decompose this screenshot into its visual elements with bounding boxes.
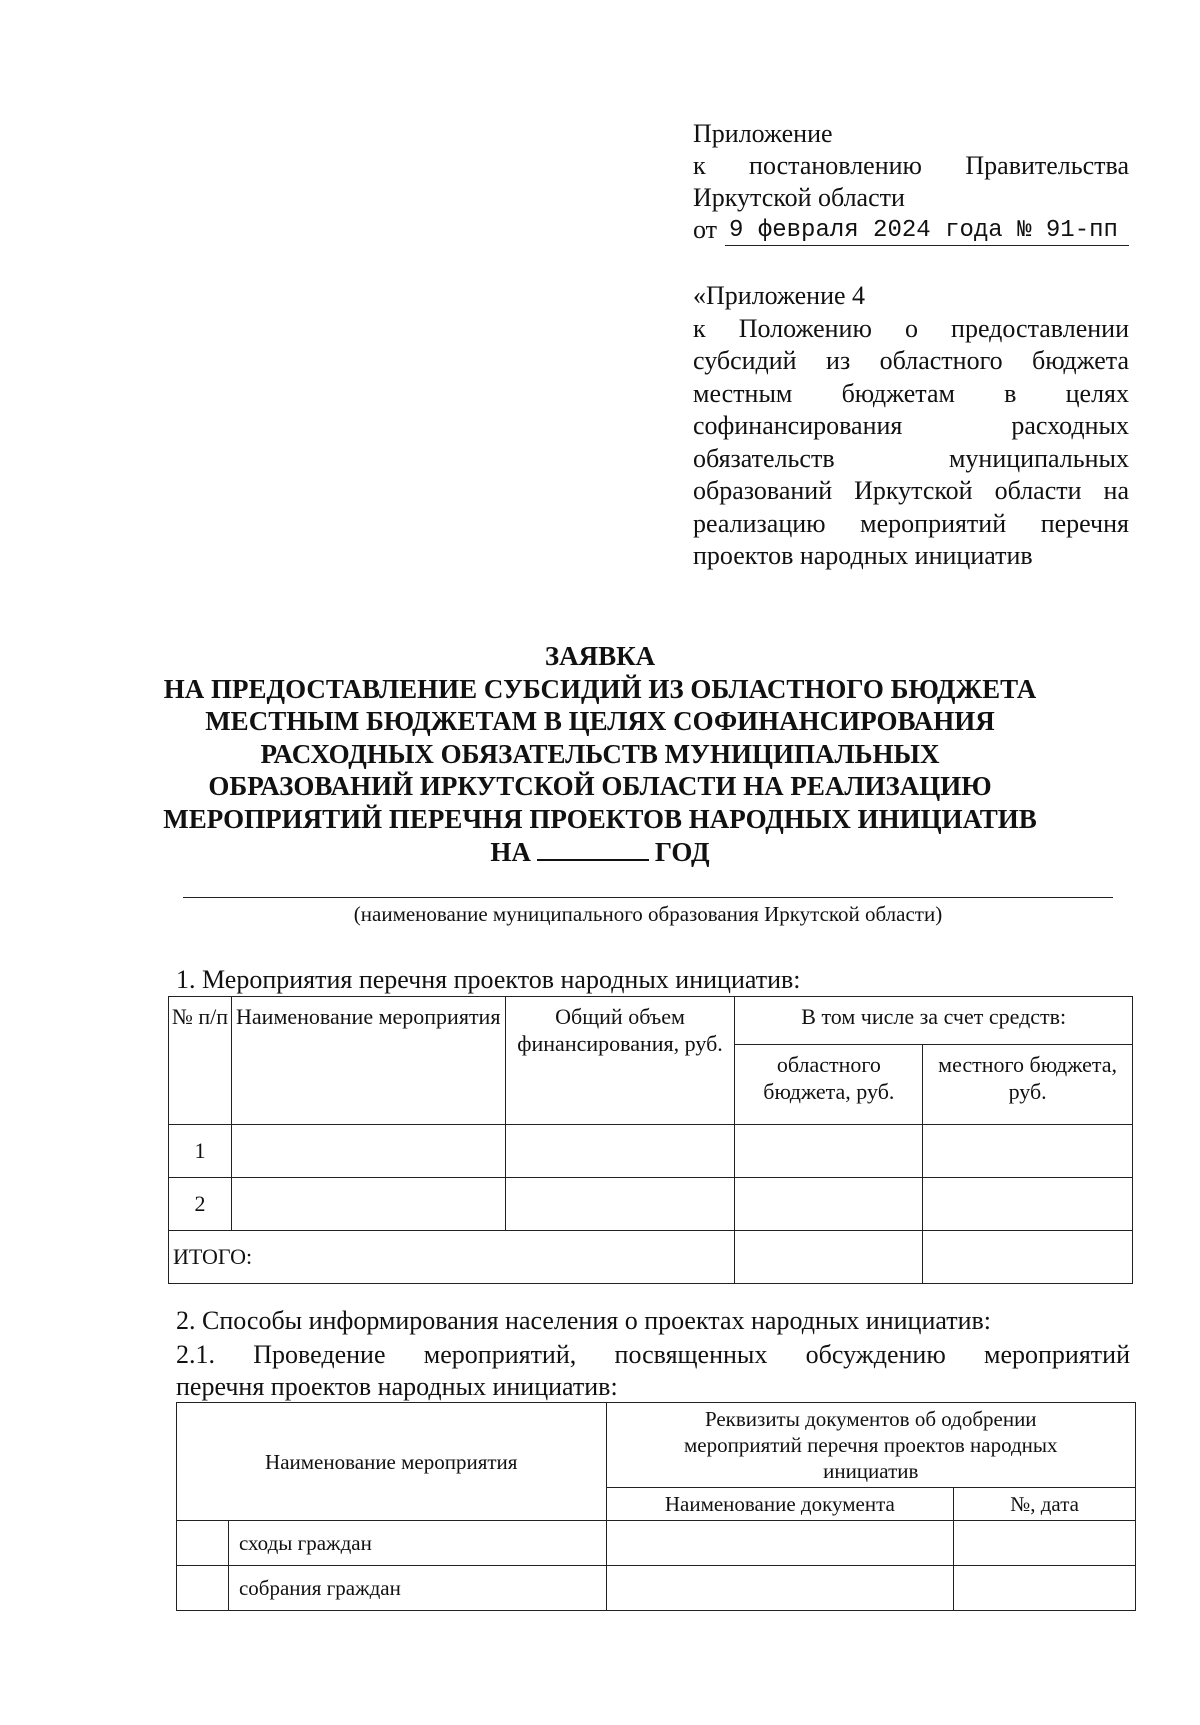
appendix-title: Приложение (693, 119, 833, 148)
section-2-heading: 2. Способы информирования населения о проектах народных инициатив: (176, 1306, 992, 1335)
appendix-reference-block (693, 280, 1129, 573)
year-blank (537, 835, 649, 861)
table-row (177, 1521, 1136, 1566)
appendix-date-line (693, 214, 1129, 246)
appendix-ref-line: софинансирования расходных (693, 411, 1129, 440)
appendix-line-2: к постановлению Правительства (693, 151, 1129, 180)
doc-name-header: Наименование документа (606, 1488, 954, 1521)
title-line: ОБРАЗОВАНИЙ ИРКУТСКОЙ ОБЛАСТИ НА РЕАЛИЗАЦИЮ (208, 771, 992, 801)
cell (606, 1566, 954, 1611)
row-num: 1 (169, 1125, 232, 1178)
table-total-row (169, 1231, 1133, 1284)
cell (923, 1231, 1133, 1284)
section-2-1-heading: 2.1. Проведение мероприятий, посвященных обсуждению мероприятий (176, 1340, 1130, 1369)
col-num-header: № п/п (169, 997, 232, 1125)
document-title (150, 640, 1050, 869)
title-line: ЗАЯВКА (544, 641, 656, 671)
event-name-header: Наименование мероприятия (177, 1403, 607, 1521)
appendix-ref-line: обязательств муниципальных (693, 443, 1129, 473)
appendix-ref-last-line: проектов народных инициатив (693, 541, 1033, 570)
section-2-1-heading-cont: перечня проектов народных инициатив: (176, 1372, 618, 1401)
cell (735, 1125, 923, 1178)
section-1-heading: 1. Мероприятия перечня проектов народных инициатив: (176, 965, 801, 994)
col-incl-header: В том числе за счет средств: (735, 997, 1133, 1045)
appendix-ref-line: местным бюджетам в целях (693, 378, 1129, 408)
cell (923, 1178, 1133, 1231)
appendix-ref-line: субсидий из областного бюджета (693, 346, 1129, 375)
appendix-ref-line: реализацию мероприятий перечня (693, 508, 1129, 538)
year-suffix: ГОД (654, 837, 710, 867)
title-line: НА ПРЕДОСТАВЛЕНИЕ СУБСИДИЙ ИЗ ОБЛАСТНОГО БЮДЖЕТА (163, 673, 1037, 704)
cell (177, 1566, 229, 1611)
appendix-line-3: Иркутской области (693, 183, 905, 212)
discussion-events-table (176, 1402, 1136, 1611)
appendix-ref-title: «Приложение 4 (693, 281, 866, 310)
cell (505, 1178, 735, 1231)
cell (735, 1178, 923, 1231)
col-regional-header: областного бюджета, руб. (735, 1045, 923, 1125)
cell (606, 1521, 954, 1566)
col-total-header: Общий объем финансирования, руб. (505, 997, 735, 1125)
municipality-caption: (наименование муниципального образования Иркутской области) (353, 902, 943, 926)
table-row (177, 1566, 1136, 1611)
title-line: РАСХОДНЫХ ОБЯЗАТЕЛЬСТВ МУНИЦИПАЛЬНЫХ (260, 738, 940, 769)
municipality-name-line (183, 897, 1113, 898)
title-line: МЕРОПРИЯТИЙ ПЕРЕЧНЯ ПРОЕКТОВ НАРОДНЫХ ИНИЦИАТИВ (163, 803, 1037, 834)
doc-num-header: №, дата (954, 1488, 1136, 1521)
title-year-line (150, 835, 1050, 869)
appendix-block (693, 118, 1129, 246)
event-name-cell: сходы граждан (228, 1521, 606, 1566)
col-local-header: местного бюджета, руб. (923, 1045, 1133, 1125)
cell (923, 1125, 1133, 1178)
cell (231, 1178, 505, 1231)
table-row (169, 1125, 1133, 1178)
date-value: 9 февраля 2024 года № 91-пп (725, 217, 1129, 246)
cell (177, 1521, 229, 1566)
date-prefix: от (693, 215, 718, 244)
cell (231, 1125, 505, 1178)
appendix-ref-line: к Положению о предоставлении (693, 313, 1129, 343)
cell (954, 1566, 1136, 1611)
col-name-header: Наименование мероприятия (231, 997, 505, 1125)
cell (954, 1521, 1136, 1566)
title-line: МЕСТНЫМ БЮДЖЕТАМ В ЦЕЛЯХ СОФИНАНСИРОВАНИЯ (205, 706, 995, 736)
row-num: 2 (169, 1178, 232, 1231)
appendix-ref-line: образований Иркутской области на (693, 476, 1129, 505)
docs-header: Реквизиты документов об одобрении мероприятий перечня проектов народных инициатив (606, 1403, 1135, 1488)
cell (505, 1125, 735, 1178)
total-label: ИТОГО: (169, 1231, 735, 1284)
cell (735, 1231, 923, 1284)
event-name-cell: собрания граждан (228, 1566, 606, 1611)
activities-table (168, 996, 1133, 1284)
year-prefix: НА (490, 837, 531, 867)
table-row (169, 1178, 1133, 1231)
